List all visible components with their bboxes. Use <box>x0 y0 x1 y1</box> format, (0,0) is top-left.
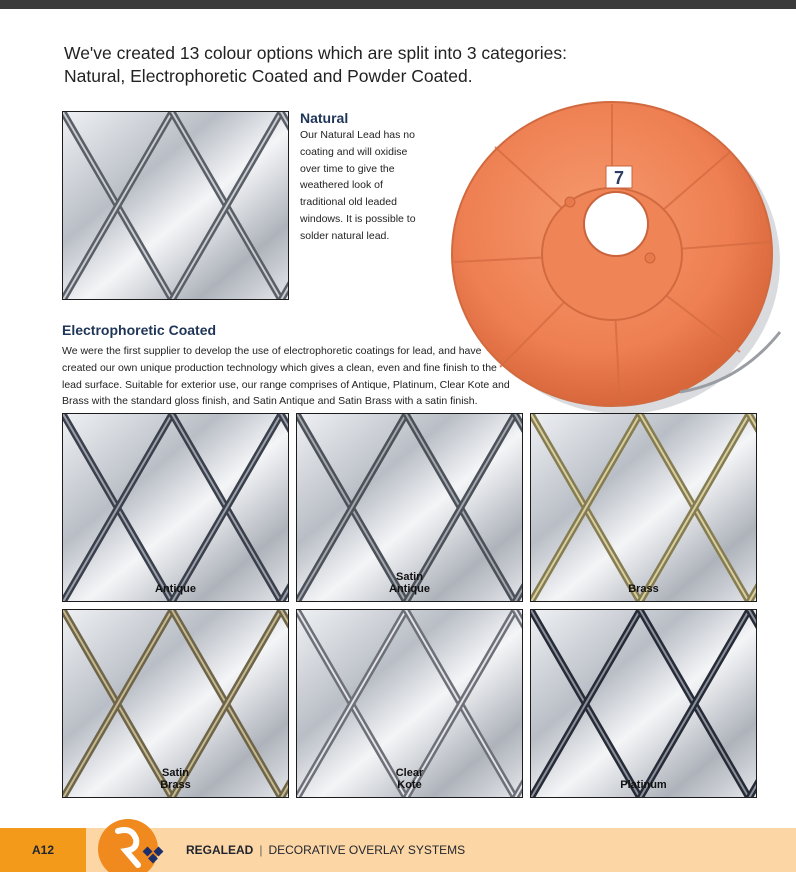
swatch-caption: Clear Kote <box>395 767 424 791</box>
swatch-satin-antique <box>296 413 523 602</box>
intro-line-1: We've created 13 colour options which are split into 3 categories: <box>64 43 568 63</box>
swatch-caption: Satin Antique <box>389 571 430 595</box>
regalead-logo-icon <box>98 815 168 872</box>
electrophoretic-description: We were the first supplier to develop the use of electrophoretic coatings for lead, and have created our own unique production technology which gives a clean, even and fine finish to the lead surface. Suitable for exterior use, our range comprises of Antique, Platinum, Clear Kote and Brass with the standard gloss finish, and Satin Antique and Satin Brass with a satin finish. <box>62 345 510 408</box>
lead-lattice-pattern <box>531 414 756 601</box>
page-number: A12 <box>0 828 86 872</box>
swatch-natural <box>62 111 289 300</box>
natural-title: Natural <box>300 110 349 126</box>
brand-tagline: DECORATIVE OVERLAY SYSTEMS <box>268 843 466 857</box>
intro-line-2: Natural, Electrophoretic Coated and Powder Coated. <box>64 66 473 86</box>
swatch-caption: Antique <box>155 583 196 595</box>
lead-lattice-pattern <box>531 610 756 797</box>
brand-name: REGALEAD <box>186 843 254 857</box>
footer-brand <box>186 843 465 857</box>
swatch-platinum <box>530 609 757 798</box>
intro-heading <box>64 42 567 88</box>
swatch-caption: Satin Brass <box>160 767 191 791</box>
swatch-caption: Platinum <box>620 779 667 791</box>
footer-separator: | <box>259 843 263 857</box>
top-bar <box>0 0 796 9</box>
swatch-antique <box>62 413 289 602</box>
lead-lattice-pattern <box>63 112 288 299</box>
electrophoretic-title: Electrophoretic Coated <box>62 322 217 338</box>
swatch-brass <box>530 413 757 602</box>
swatch-satin-brass <box>62 609 289 798</box>
natural-description: Our Natural Lead has no coating and will oxidise over time to give the weathered look of traditional old leaded windows. It is possible to solder natural lead. <box>300 129 416 242</box>
lead-lattice-pattern <box>63 414 288 601</box>
swatch-clear-kote <box>296 609 523 798</box>
reel-label: 7 <box>613 168 625 188</box>
swatch-caption: Brass <box>628 583 659 595</box>
